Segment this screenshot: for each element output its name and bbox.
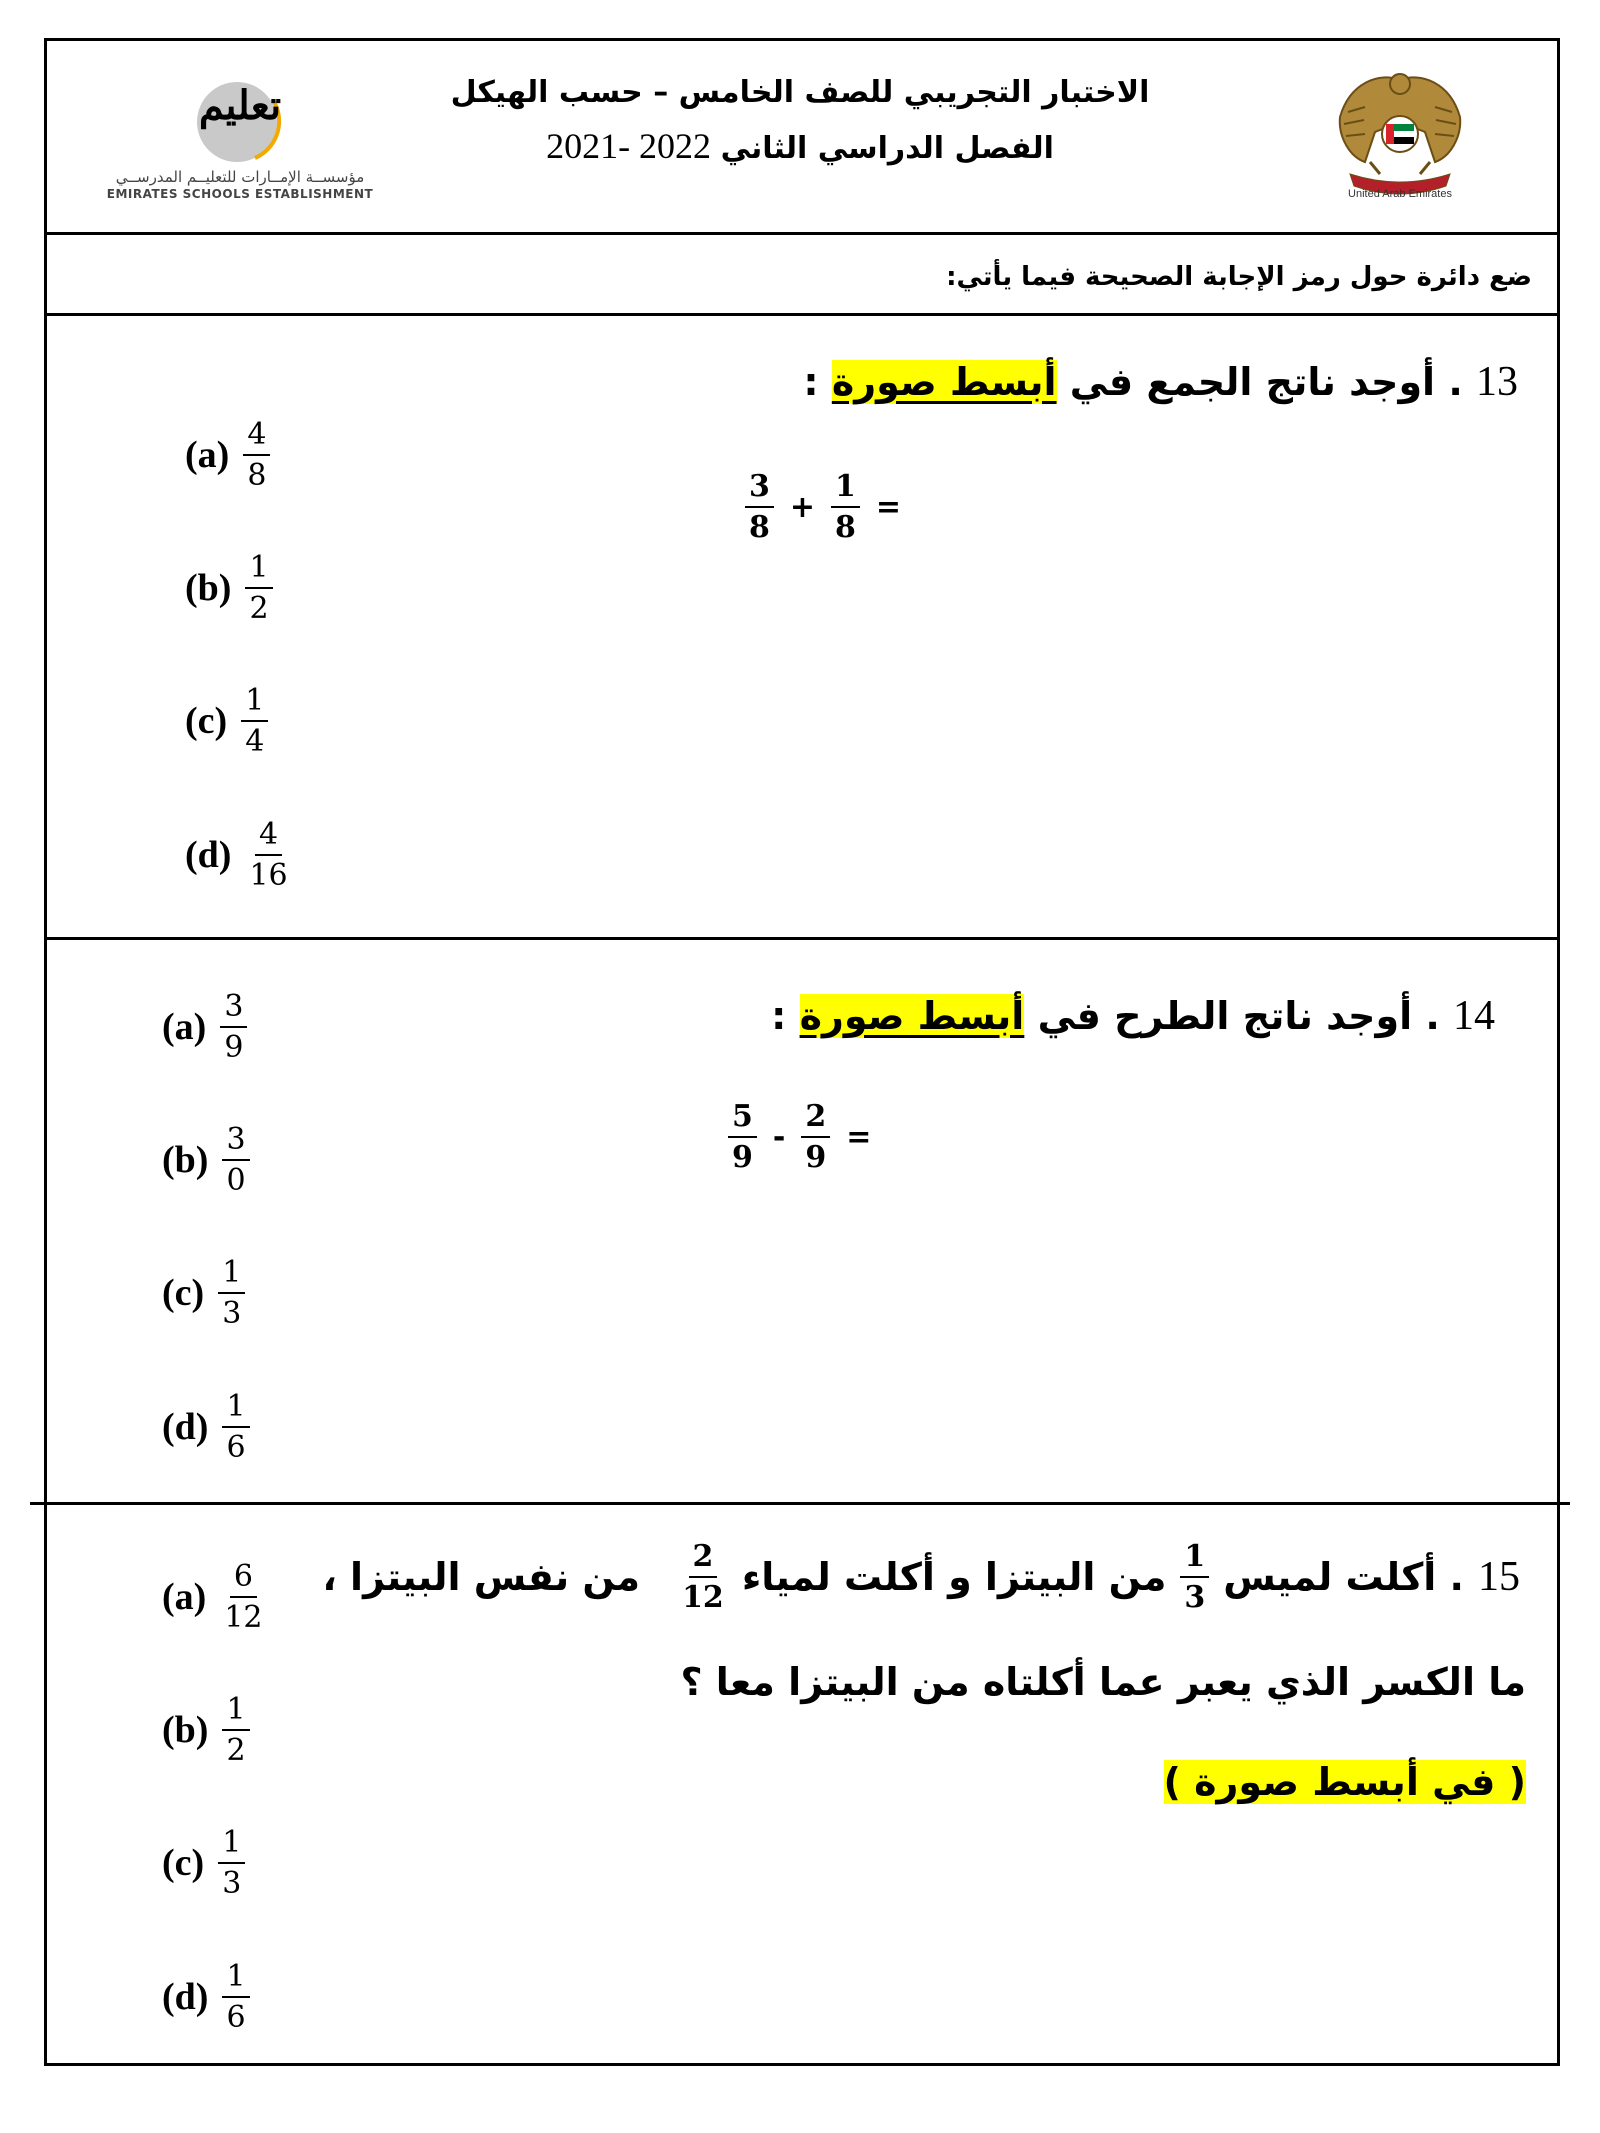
question-14-expression bbox=[728, 1100, 871, 1174]
question-15-text-2: من البيتزا و أكلت لمياء bbox=[741, 1555, 1167, 1599]
ese-logo-english-name: EMIRATES SCHOOLS ESTABLISHMENT bbox=[106, 187, 374, 201]
question-15-line-3 bbox=[1164, 1760, 1526, 1804]
academic-years: 2021- 2022 bbox=[546, 126, 712, 166]
question-13-expression bbox=[745, 470, 901, 544]
ministry-emblem-caption: United Arab Emirates bbox=[1348, 188, 1452, 200]
question-14-highlight: أبسط صورة bbox=[799, 994, 1025, 1038]
semester-label: الفصل الدراسي الثاني bbox=[720, 131, 1054, 166]
instruction-text: ضع دائرة حول رمز الإجابة الصحيحة فيما يأتي: bbox=[946, 262, 1532, 292]
expr-equals: = bbox=[846, 1119, 872, 1155]
question-15-highlight: ( في أبسط صورة ) bbox=[1163, 1760, 1526, 1804]
question-14-number: 14 bbox=[1453, 993, 1495, 1039]
ese-logo-brand-text: تعليم bbox=[198, 82, 282, 129]
question-15-text-3: من نفس البيتزا ، bbox=[322, 1555, 641, 1599]
question-15-number: 15 bbox=[1478, 1554, 1520, 1600]
question-13-option-c[interactable]: (c) $\frac{1}{4}$ bbox=[185, 684, 268, 758]
header-divider bbox=[44, 232, 1560, 235]
question-13-highlight: أبسط صورة bbox=[831, 360, 1057, 404]
ese-logo-arabic-name: مؤسســة الإمــارات للتعليــم المدرســي bbox=[115, 168, 365, 186]
expr-fraction-a: $\frac{3}{8}$ bbox=[745, 470, 774, 544]
expr-equals: = bbox=[875, 489, 902, 525]
question-13-colon: : bbox=[803, 360, 819, 404]
question-15-option-d[interactable]: (d) $\frac{1}{6}$ bbox=[162, 1960, 250, 2034]
question-13-option-a[interactable]: (a) $\frac{4}{8}$ bbox=[185, 418, 270, 492]
question-14-colon: : bbox=[771, 994, 787, 1038]
exam-title: الاختبار التجريبي للصف الخامس – حسب الهيكل bbox=[450, 75, 1150, 110]
question-13-option-b[interactable]: (b) $\frac{1}{2}$ bbox=[185, 551, 273, 625]
question-13-option-d[interactable]: (d) $\frac{4}{16}$ bbox=[185, 817, 288, 893]
expr-fraction-b: $\frac{2}{9}$ bbox=[801, 1100, 830, 1174]
question-13-divider bbox=[44, 937, 1560, 940]
question-15-line-1 bbox=[322, 1540, 1520, 1614]
instruction-divider bbox=[44, 313, 1560, 316]
expr-fraction-b: $\frac{1}{8}$ bbox=[831, 470, 860, 544]
question-14-option-b[interactable]: (b) $\frac{3}{0}$ bbox=[162, 1123, 250, 1197]
question-13-text: . أوجد ناتج الجمع في bbox=[1069, 360, 1463, 404]
question-15-fraction-2: $\frac{2}{12}$ bbox=[682, 1539, 724, 1615]
question-14-option-c[interactable]: (c) $\frac{1}{3}$ bbox=[162, 1256, 245, 1330]
exam-subtitle bbox=[400, 125, 1200, 167]
question-14-option-d[interactable]: (d) $\frac{1}{6}$ bbox=[162, 1390, 250, 1464]
question-15-option-c[interactable]: (c) $\frac{1}{3}$ bbox=[162, 1826, 245, 1900]
question-14-prompt bbox=[771, 992, 1495, 1040]
question-14-text: . أوجد ناتج الطرح في bbox=[1037, 994, 1440, 1038]
question-15-line-2: ما الكسر الذي يعبر عما أكلتاه من البيتزا معا ؟ bbox=[680, 1660, 1526, 1704]
expr-operator: + bbox=[789, 489, 816, 525]
question-14-option-a[interactable]: (a) $\frac{3}{9}$ bbox=[162, 990, 247, 1064]
question-15-option-a[interactable]: (a) $\frac{6}{12}$ bbox=[162, 1559, 263, 1635]
question-14-divider bbox=[30, 1502, 1570, 1505]
question-13-prompt bbox=[803, 358, 1518, 406]
question-15-fraction-1: $\frac{1}{3}$ bbox=[1180, 1540, 1209, 1614]
question-13-number: 13 bbox=[1476, 359, 1518, 405]
question-15-text-1: . أكلت لميس bbox=[1223, 1555, 1464, 1599]
question-15-option-b[interactable]: (b) $\frac{1}{2}$ bbox=[162, 1693, 250, 1767]
expr-fraction-a: $\frac{5}{9}$ bbox=[728, 1100, 757, 1174]
expr-operator: - bbox=[772, 1119, 786, 1155]
